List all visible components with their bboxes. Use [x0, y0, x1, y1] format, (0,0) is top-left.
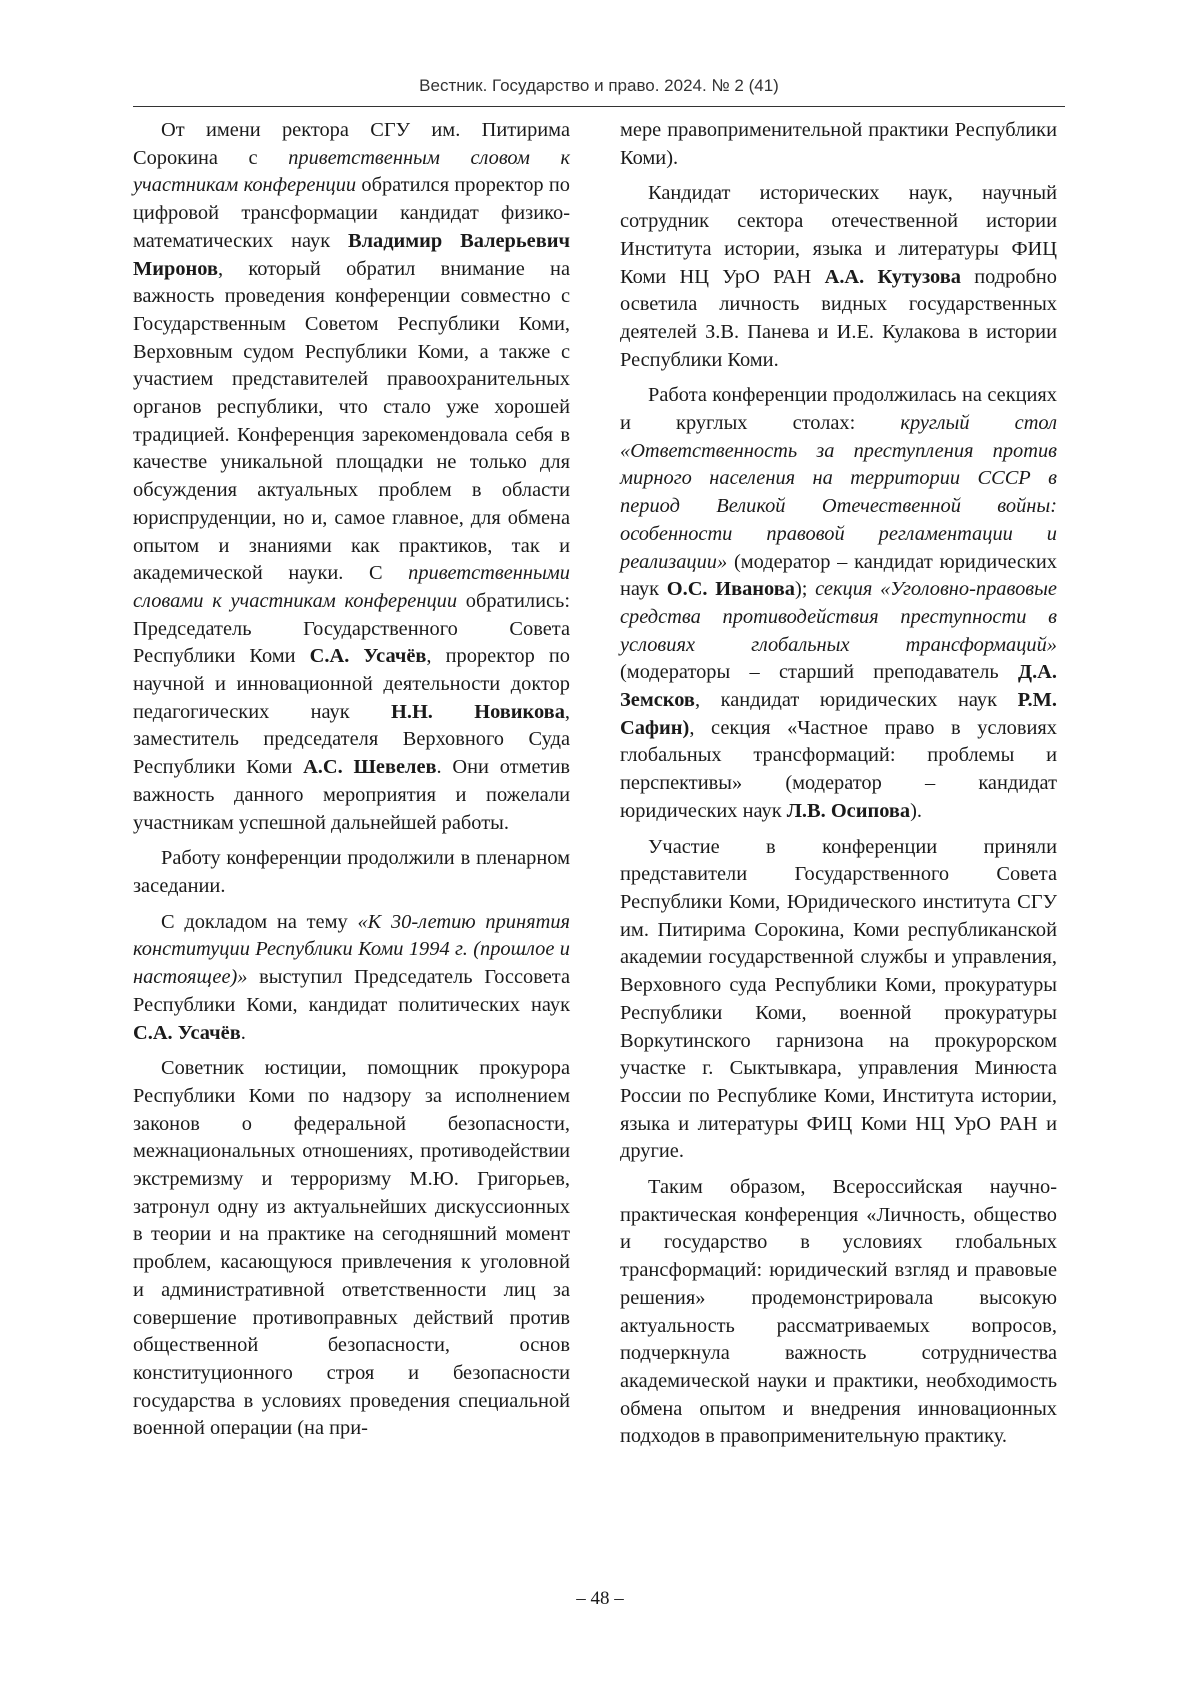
text-run: обратились: Председатель Государственного Совета Республики Коми — [133, 589, 570, 668]
text-run: , кандидат юридических наук — [694, 689, 1018, 712]
bold-name: С.А. Усачёв — [133, 1021, 241, 1044]
right-paragraph-continuation — [620, 117, 1057, 172]
page-number: – 48 – — [576, 1588, 624, 1609]
text-run: ФИЦ Коми НЦ УрО РАН — [620, 237, 1057, 288]
bold-name: Владимир Валерьевич Миронов — [133, 229, 570, 280]
text-run: . Они отметив важность данного мероприятия и пожелали участникам успешной дальнейшей работы. — [133, 756, 570, 834]
italic-title: «К 30-летию принятия конституции Республики Коми 1994 г. (прошлое и настоящее)» — [133, 910, 570, 989]
text-run: выступил Председатель Госсовета Республики Коми, кандидат политических наук — [133, 966, 570, 1016]
right-paragraph-4 — [620, 1174, 1057, 1451]
text-run: Кандидат исторических наук, научный сотрудник сектора отечественной истории Института истории, языка и литературы — [620, 182, 1057, 260]
left-paragraph-3 — [133, 909, 570, 1048]
text-run: обратился проректор по цифровой трансформации кандидат физико-математических наук — [133, 174, 570, 252]
text-run: . — [240, 1021, 246, 1044]
italic-title: круглый стол «Ответственность за преступления против мирного населения на территории СССР в период Великой Отечественной войны: особенности правовой регламентации и реализации» — [620, 412, 1057, 573]
text-run: (модераторы – старший преподаватель — [620, 661, 1019, 684]
right-paragraph-1 — [620, 180, 1057, 374]
text-run: ). — [910, 799, 923, 822]
text-run: От имени ректора СГУ им. Питирима Сорокина с — [133, 119, 570, 169]
bold-name: А.С. Шевелев — [303, 756, 437, 779]
text-run: , заместитель председателя Верховного Суда Республики Коми — [133, 700, 571, 779]
bold-name: Н.Н. Новикова — [390, 700, 565, 723]
left-paragraph-1 — [133, 117, 570, 837]
right-paragraph-3 — [620, 834, 1057, 1166]
text-run: , проректор по научной и инновационной деятельности доктор педагогических наук — [133, 645, 570, 723]
text-run: Советник юстиции, помощник прокурора Республики Коми по надзору за исполнением законов о федеральной безопасности, межнациональных отношениях, противодействии экстремизму и терроризму М.Ю. Григорьев, затронул одну из актуальнейших дискуссионных в теории и на практике на сегодняшний момент проблем, касающуюся привлечения к уголовной и административной ответственности лиц за совершение противоправных действий против общественной безопасности, основ конституционного строя и безопасности государства в условиях проведения специальной военной операции (на при- — [133, 1057, 570, 1440]
bold-name: Л.В. Осипова — [786, 799, 911, 822]
running-header: Вестник. Государство и право. 2024. № 2 (41) — [419, 76, 779, 95]
bold-name: С.А. Усачёв — [309, 645, 427, 668]
text-run — [811, 266, 824, 288]
left-paragraph-4 — [133, 1055, 570, 1443]
text-run: С докладом на тему — [161, 910, 358, 933]
italic-title: приветственными словами к участникам конференции — [133, 562, 570, 612]
bold-name: А.А. Кутузова — [824, 265, 961, 288]
bold-name: Д.А. Земсков — [620, 661, 1057, 712]
text-run: мере правоприменительной практики Республики Коми). — [620, 119, 1057, 169]
text-run: Участие в конференции приняли представители Государственного Совета Республики Коми, Юридического института СГУ им. Питирима Сорокина, Коми республиканской академии государственной службы и управления, Верховного суда Республики Коми, прокуратуры Республики Коми, военной прокуратуры Воркутинского гарнизона на прокурорском участке г. Сыктывкара, управления Минюста России по Республике Коми, Института истории, языка и литературы ФИЦ Коми НЦ УрО РАН и другие. — [620, 835, 1057, 1163]
text-run: , секция «Частное право в условиях глобальных трансформаций: проблемы и перспективы» (модератор – кандидат юридических наук — [620, 716, 1057, 822]
italic-title: приветственным словом к участникам конференции — [133, 146, 570, 197]
text-run: подробно осветила личность видных государственных деятелей З.В. Панева и И.Е. Кулакова в истории Республики Коми. — [620, 265, 1057, 371]
right-paragraph-2 — [620, 382, 1057, 825]
text-run: , который обратил внимание на важность проведения конференции совместно с Государственным Советом Республики Коми, Верховным судом Республики Коми, а также с участием представителей правоохранительных органов республики, что стало уже хорошей традицией. Конференция зарекомендовала себя в качестве уникальной площадки не только для обсуждения актуальных проблем в области юриспруденции, но и, самое главное, для обмена опытом и знаниями как практиков, так и академической науки. С — [133, 257, 570, 585]
right-column — [620, 117, 1057, 1459]
text-run: Таким образом, Всероссийская научно-практическая конференция «Личность, общество и государство в условиях глобальных трансформаций: юридический взгляд и правовые решения» продемонстрировала высокую актуальность рассматриваемых вопросов, подчеркнула важность сотрудничества академической науки и практики, необходимость обмена опытом и внедрения инновационных подходов в правоприменительную практику. — [620, 1176, 1057, 1448]
left-paragraph-2 — [133, 845, 570, 900]
text-run: (модератор – кандидат юридических наук — [620, 550, 1057, 601]
text-run: Работу конференции продолжили в пленарном заседании. — [133, 847, 570, 897]
bold-name: Р.М. Сафин) — [620, 689, 1057, 739]
left-column — [133, 117, 570, 1451]
italic-title: секция «Уголовно-правовые средства противодействия преступности в условиях глобальных трансформаций» — [620, 578, 1057, 656]
text-run: ); — [794, 578, 816, 601]
text-run: Работа конференции продолжилась на секциях и круглых столах: — [620, 384, 1057, 435]
bold-name: О.С. Иванова — [666, 578, 795, 601]
header-rule — [133, 106, 1065, 107]
